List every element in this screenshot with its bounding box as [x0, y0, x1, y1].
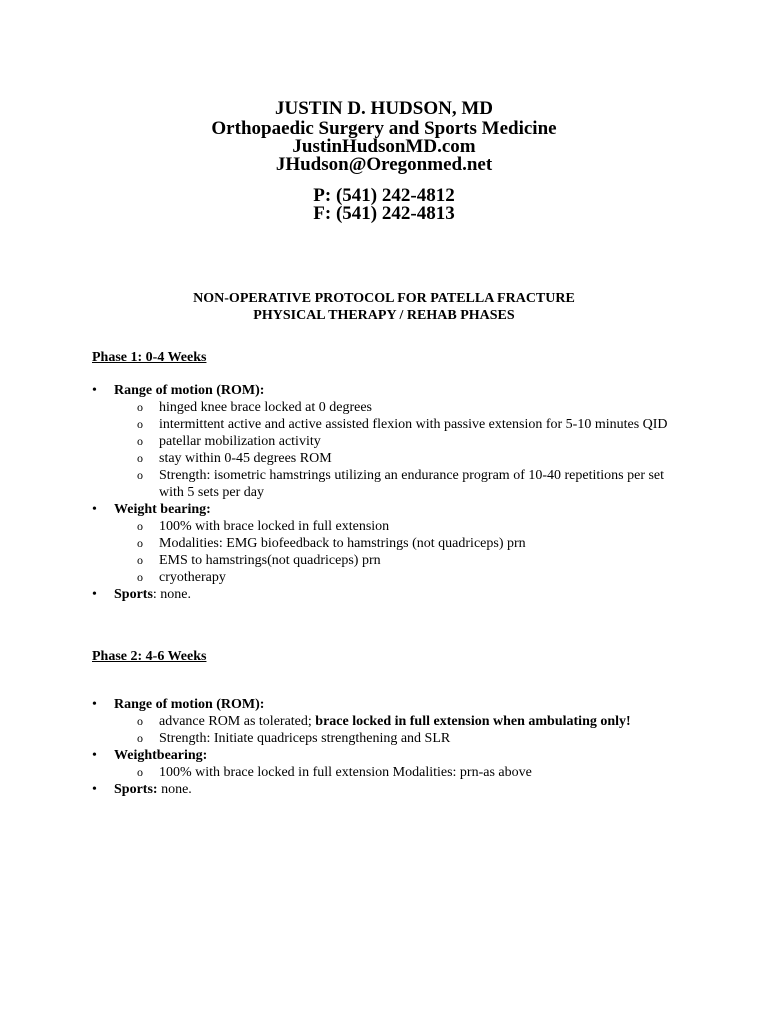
list-item [92, 416, 732, 433]
phase2-rom [92, 696, 732, 713]
bullet-icon: • [92, 782, 97, 797]
phase1-rom [92, 382, 732, 399]
email: JHudson@Oregonmed.net [275, 154, 493, 175]
phase2-weight-bearing [92, 747, 732, 764]
physician-name: JUSTIN D. HUDSON, MD [275, 98, 493, 119]
document-title [0, 290, 768, 324]
phase2-sports-label: Sports: [114, 782, 158, 797]
list-item-text: Modalities: EMG biofeedback to hamstrings (not quadriceps) prn [159, 536, 526, 551]
list-item-text: Strength: Initiate quadriceps strengthening and SLR [159, 731, 451, 746]
phase1-sports [92, 586, 732, 603]
list-item [92, 764, 732, 781]
list-item-text: 100% with brace locked in full extension [159, 519, 390, 534]
list-item [92, 518, 732, 535]
sub-bullet-icon: o [137, 417, 143, 431]
phase1-wb-label: Weight bearing: [114, 502, 211, 517]
sub-bullet-icon: o [137, 731, 143, 745]
sub-bullet-icon: o [137, 400, 143, 414]
fax: F: (541) 242-4813 [313, 203, 455, 224]
phase2-wb-label: Weightbearing: [114, 748, 208, 763]
sub-bullet-icon: o [137, 434, 143, 448]
list-item-emphasis: brace locked in full extension when ambulating only! [315, 714, 631, 729]
bullet-icon: • [92, 748, 97, 763]
list-item-text: intermittent active and active assisted flexion with passive extension for 5-10 minutes QID [159, 417, 668, 432]
list-item [92, 467, 679, 501]
phase2-sports [92, 781, 732, 798]
bullet-icon: • [92, 587, 97, 602]
list-item-text: stay within 0-45 degrees ROM [159, 451, 332, 466]
list-item [92, 399, 732, 416]
list-item [92, 569, 732, 586]
list-item [92, 450, 732, 467]
list-item [92, 713, 732, 730]
bullet-icon: • [92, 502, 97, 517]
list-item-text: Strength: isometric hamstrings utilizing an endurance program of 10-40 repetitions per set with 5 sets per day [159, 468, 665, 500]
list-item-text: advance ROM as tolerated; [159, 714, 316, 729]
list-item-text: hinged knee brace locked at 0 degrees [159, 400, 373, 415]
letterhead [0, 98, 768, 223]
sub-bullet-icon: o [137, 570, 143, 584]
sub-bullet-icon: o [137, 451, 143, 465]
list-item [92, 433, 732, 450]
sub-bullet-icon: o [137, 468, 143, 482]
website: JustinHudsonMD.com [292, 136, 476, 157]
sub-bullet-icon: o [137, 553, 143, 567]
phase2-sports-value: none. [157, 782, 192, 797]
list-item-text: cryotherapy [159, 570, 226, 585]
phase1-heading: Phase 1: 0-4 Weeks [92, 350, 207, 365]
sub-bullet-icon: o [137, 765, 143, 779]
bullet-icon: • [92, 697, 97, 712]
sub-bullet-icon: o [137, 519, 143, 533]
title-line-2: PHYSICAL THERAPY / REHAB PHASES [253, 308, 515, 323]
phase1-weight-bearing [92, 501, 732, 518]
title-line-1: NON-OPERATIVE PROTOCOL FOR PATELLA FRACTURE [193, 291, 575, 306]
list-item-text: 100% with brace locked in full extension Modalities: prn-as above [159, 765, 532, 780]
phase1-rom-label: Range of motion (ROM): [114, 383, 265, 398]
phase1-sports-label: Sports [114, 587, 153, 602]
list-item [92, 535, 732, 552]
phase2-rom-label: Range of motion (ROM): [114, 697, 265, 712]
list-item [92, 552, 732, 569]
phase2-heading: Phase 2: 4-6 Weeks [92, 649, 207, 664]
phase2-list [92, 696, 732, 798]
specialty: Orthopaedic Surgery and Sports Medicine [211, 118, 557, 139]
list-item [92, 730, 732, 747]
list-item-text: EMS to hamstrings(not quadriceps) prn [159, 553, 381, 568]
list-item-text: patellar mobilization activity [159, 434, 321, 449]
bullet-icon: • [92, 383, 97, 398]
sub-bullet-icon: o [137, 536, 143, 550]
phone: P: (541) 242-4812 [313, 185, 455, 206]
phase1-sports-value: : none. [152, 587, 192, 602]
sub-bullet-icon: o [137, 714, 143, 728]
phase1-list [92, 382, 732, 603]
